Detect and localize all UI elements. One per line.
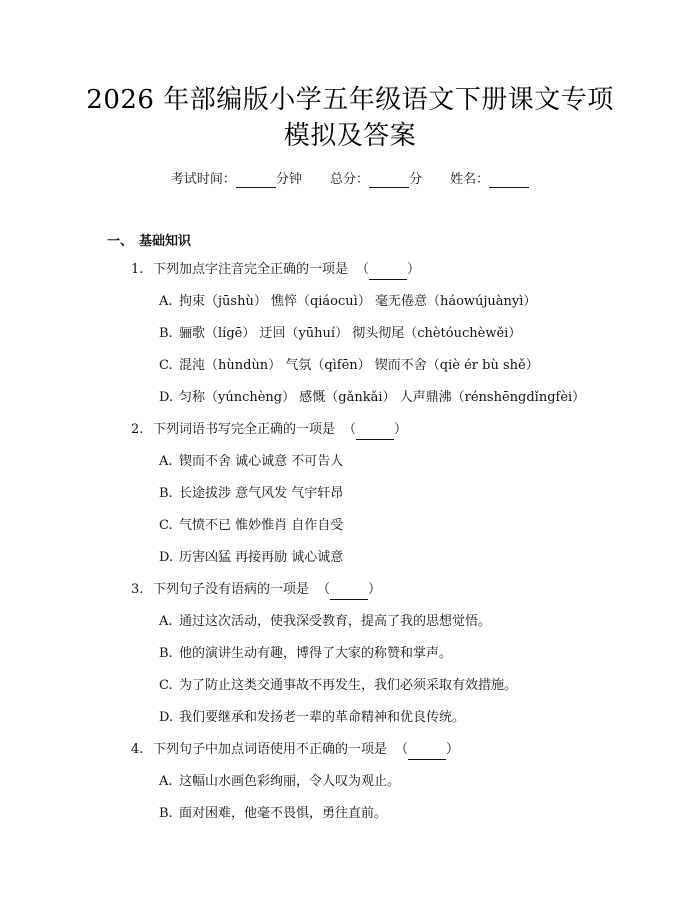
question-number: 4. xyxy=(131,742,144,757)
option-3a xyxy=(159,613,491,631)
option-text: 历害凶猛 再接再励 诚心诚意 xyxy=(179,550,344,565)
total-score-label: 总分： xyxy=(329,172,369,187)
option-letter: B. xyxy=(159,326,173,341)
total-score-field xyxy=(330,168,422,188)
student-name-label: 姓名： xyxy=(450,172,490,187)
option-text: 面对困难，他毫不畏惧，勇往直前。 xyxy=(179,806,388,821)
option-1b xyxy=(159,325,521,343)
question-text: 下列句子中加点词语使用不正确的一项是 xyxy=(153,742,388,757)
option-text: 他的演讲生动有趣，博得了大家的称赞和掌声。 xyxy=(179,646,453,661)
option-text: 这幅山水画色彩绚丽，令人叹为观止。 xyxy=(179,774,401,789)
option-letter: A. xyxy=(159,614,173,629)
question-number: 3. xyxy=(131,582,144,597)
option-text: 长途拔涉 意气风发 气宇轩昂 xyxy=(179,486,344,501)
question-text: 下列词语书写完全正确的一项是 xyxy=(153,422,336,437)
exam-info-row xyxy=(0,168,700,188)
question-4 xyxy=(131,741,459,760)
option-text: 锲而不舍 诚心诚意 不可告人 xyxy=(179,454,344,469)
option-text: 混沌（hùndùn） 气氛（qìfēn） 锲而不舍（qiè ér bù shě） xyxy=(179,358,539,373)
option-1c xyxy=(159,357,539,375)
total-score-blank xyxy=(369,172,409,188)
exam-time-blank xyxy=(236,172,276,188)
question-1 xyxy=(131,261,420,280)
question-text: 下列句子没有语病的一项是 xyxy=(153,582,310,597)
document-title-line1: 2026 年部编版小学五年级语文下册课文专项 xyxy=(86,85,614,115)
document-title-line2: 模拟及答案 xyxy=(283,121,417,151)
option-letter: D. xyxy=(159,550,174,565)
question-2 xyxy=(131,421,407,440)
option-1d xyxy=(159,389,585,407)
section-title: 基础知识 xyxy=(139,234,192,249)
option-1a xyxy=(159,293,536,311)
option-4b xyxy=(159,805,387,823)
answer-blank: （ ） xyxy=(317,582,381,597)
option-text: 匀称（yúnchèng） 感慨（gǎnkǎi） 人声鼎沸（rénshēngdǐngfèi） xyxy=(179,390,586,405)
option-letter: B. xyxy=(159,486,173,501)
option-letter: A. xyxy=(159,294,173,309)
option-letter: C. xyxy=(159,678,173,693)
exam-time-field xyxy=(171,168,302,188)
option-letter: D. xyxy=(159,390,174,405)
option-text: 通过这次活动，使我深受教育，提高了我的思想觉悟。 xyxy=(179,614,492,629)
answer-blank: （ ） xyxy=(356,262,420,277)
option-text: 为了防止这类交通事故不再发生，我们必须采取有效措施。 xyxy=(179,678,518,693)
option-3c xyxy=(159,677,517,695)
option-letter: D. xyxy=(159,710,174,725)
option-3d xyxy=(159,709,465,727)
option-letter: A. xyxy=(159,774,173,789)
question-number: 2. xyxy=(131,422,144,437)
option-text: 拘束（jūshù） 憔悴（qiáocuì） 毫无倦意（háowújuànyì） xyxy=(179,294,537,309)
answer-blank: （ ） xyxy=(395,742,459,757)
option-letter: A. xyxy=(159,454,173,469)
section-number: 一、 xyxy=(107,234,134,249)
option-4a xyxy=(159,773,400,791)
option-2a xyxy=(159,453,343,471)
option-2c xyxy=(159,517,343,535)
option-text: 骊歌（lígē） 迂回（yūhuí） 彻头彻尾（chètóuchèwěi） xyxy=(179,326,522,341)
option-text: 我们要继承和发扬老一辈的革命精神和优良传统。 xyxy=(179,710,466,725)
option-letter: B. xyxy=(159,646,173,661)
question-3 xyxy=(131,581,381,600)
option-3b xyxy=(159,645,452,663)
option-text: 气愤不已 惟妙惟肖 自作自受 xyxy=(179,518,344,533)
option-2b xyxy=(159,485,343,503)
option-2d xyxy=(159,549,343,567)
exam-time-label: 考试时间： xyxy=(170,172,236,187)
total-score-unit: 分 xyxy=(409,172,423,187)
student-name-blank xyxy=(489,172,529,188)
option-letter: B. xyxy=(159,806,173,821)
option-letter: C. xyxy=(159,518,173,533)
student-name-field xyxy=(450,168,529,188)
question-text: 下列加点字注音完全正确的一项是 xyxy=(153,262,349,277)
answer-blank: （ ） xyxy=(343,422,407,437)
question-number: 1. xyxy=(131,262,144,277)
exam-time-unit: 分钟 xyxy=(275,172,302,187)
option-letter: C. xyxy=(159,358,173,373)
section-heading xyxy=(107,230,191,249)
